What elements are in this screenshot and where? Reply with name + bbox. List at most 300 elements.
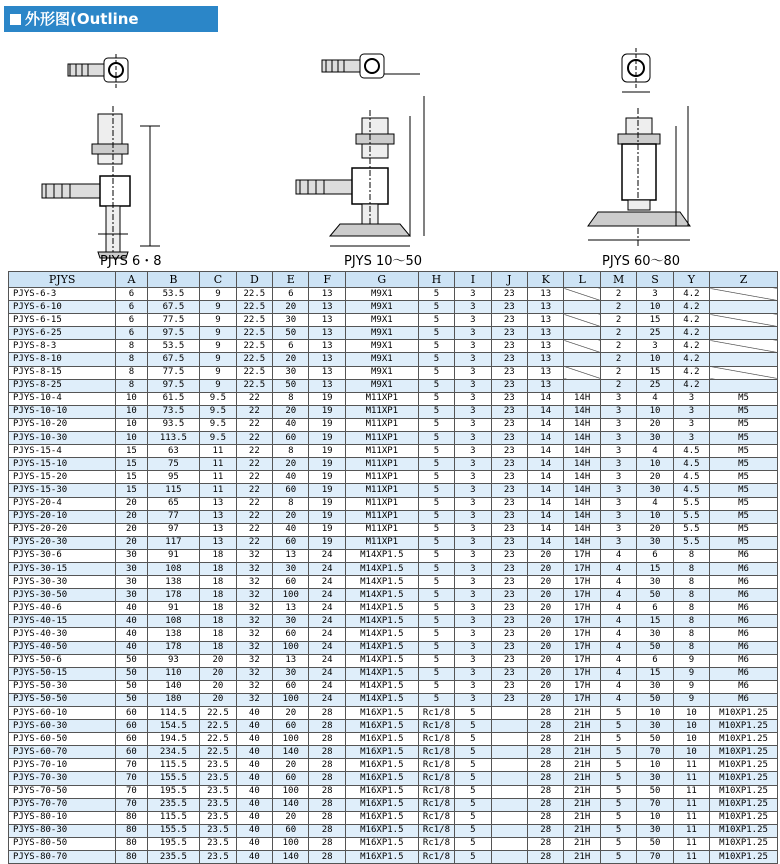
table-cell [491, 746, 527, 759]
table-cell: 70 [637, 851, 673, 864]
table-cell: M10XP1.25 [710, 720, 778, 733]
table-cell: 5 [418, 353, 454, 366]
table-cell: 3 [600, 392, 636, 405]
table-row [9, 759, 778, 772]
table-cell: 22 [236, 392, 272, 405]
column-header: K [528, 272, 564, 288]
table-cell: M16XP1.5 [345, 772, 418, 785]
caption-pjys-10-50: PJYS 10～50 [344, 254, 423, 269]
table-cell: 23 [491, 392, 527, 405]
table-cell: M11XP1 [345, 445, 418, 458]
column-header: B [147, 272, 200, 288]
table-cell: 5 [418, 628, 454, 641]
table-cell: 20 [200, 693, 236, 706]
table-cell: M5 [710, 484, 778, 497]
table-cell: 19 [309, 458, 345, 471]
table-cell: 11 [673, 837, 709, 850]
table-cell: 3 [455, 445, 491, 458]
table-cell: 50 [637, 589, 673, 602]
table-cell: 97.5 [147, 379, 200, 392]
table-cell: M5 [710, 497, 778, 510]
table-cell: 30 [273, 667, 309, 680]
table-cell: 15 [637, 314, 673, 327]
table-cell: 4.2 [673, 301, 709, 314]
table-cell: 5 [455, 824, 491, 837]
table-cell: 24 [309, 589, 345, 602]
table-cell: 24 [309, 693, 345, 706]
table-cell [710, 288, 778, 301]
table-cell: 67.5 [147, 301, 200, 314]
model-cell: PJYS-40-50 [9, 641, 116, 654]
table-cell: 19 [309, 523, 345, 536]
table-cell: 3 [673, 432, 709, 445]
table-cell: 4 [637, 497, 673, 510]
table-cell: 23 [491, 314, 527, 327]
table-cell: 22.5 [200, 707, 236, 720]
table-cell: M10XP1.25 [710, 785, 778, 798]
table-cell [491, 851, 527, 864]
table-cell: 10 [116, 392, 147, 405]
table-cell: 140 [273, 798, 309, 811]
table-cell: 10 [637, 707, 673, 720]
table-cell: 3 [455, 484, 491, 497]
table-cell: 5 [418, 379, 454, 392]
table-cell: 8 [673, 641, 709, 654]
table-cell: 24 [309, 576, 345, 589]
table-cell: 3 [455, 589, 491, 602]
table-cell: 9.5 [200, 405, 236, 418]
table-cell: M14XP1.5 [345, 628, 418, 641]
table-cell: 3 [455, 667, 491, 680]
table-cell: 9.5 [200, 392, 236, 405]
table-cell: 65 [147, 497, 200, 510]
table-cell: 13 [309, 340, 345, 353]
table-cell: 3 [455, 288, 491, 301]
table-cell: 22 [236, 536, 272, 549]
model-cell: PJYS-70-50 [9, 785, 116, 798]
table-cell: 40 [236, 720, 272, 733]
table-cell: 60 [116, 707, 147, 720]
table-cell: 40 [236, 785, 272, 798]
table-cell: 4 [600, 562, 636, 575]
table-cell: 19 [309, 432, 345, 445]
table-cell: 23.5 [200, 798, 236, 811]
table-cell: 5 [600, 759, 636, 772]
table-cell: M16XP1.5 [345, 837, 418, 850]
table-cell: 5 [418, 484, 454, 497]
table-cell: 21H [564, 733, 600, 746]
model-cell: PJYS-6-10 [9, 301, 116, 314]
table-row [9, 693, 778, 706]
table-cell: Rc1/8 [418, 772, 454, 785]
table-cell: M16XP1.5 [345, 785, 418, 798]
table-cell: 17H [564, 680, 600, 693]
table-cell: M5 [710, 432, 778, 445]
table-cell: 19 [309, 497, 345, 510]
table-cell: 77.5 [147, 314, 200, 327]
table-cell: 23 [491, 301, 527, 314]
table-cell: 20 [528, 576, 564, 589]
table-cell: 17H [564, 615, 600, 628]
table-cell: 30 [637, 680, 673, 693]
table-cell: 13 [273, 549, 309, 562]
table-cell: 5 [418, 418, 454, 431]
table-cell: 5 [455, 798, 491, 811]
table-cell: 20 [528, 693, 564, 706]
table-cell: 3 [455, 471, 491, 484]
table-cell: 32 [236, 667, 272, 680]
table-cell: 30 [116, 589, 147, 602]
table-cell: 17H [564, 693, 600, 706]
table-cell: 22 [236, 405, 272, 418]
table-cell: 3 [455, 314, 491, 327]
table-cell: 4.2 [673, 314, 709, 327]
table-cell: 17H [564, 549, 600, 562]
table-row [9, 549, 778, 562]
table-cell: 14H [564, 484, 600, 497]
table-cell: 22.5 [236, 301, 272, 314]
table-cell: 28 [528, 707, 564, 720]
table-cell: 22.5 [200, 746, 236, 759]
table-cell: 93 [147, 654, 200, 667]
table-cell: 140 [273, 746, 309, 759]
table-cell: 22 [236, 418, 272, 431]
model-cell: PJYS-60-70 [9, 746, 116, 759]
model-cell: PJYS-60-10 [9, 707, 116, 720]
model-cell: PJYS-10-20 [9, 418, 116, 431]
table-cell: M10XP1.25 [710, 811, 778, 824]
table-cell: 18 [200, 615, 236, 628]
table-cell: 80 [116, 837, 147, 850]
model-cell: PJYS-50-15 [9, 667, 116, 680]
table-cell: 93.5 [147, 418, 200, 431]
table-cell: 22 [236, 458, 272, 471]
table-cell: 8 [673, 549, 709, 562]
table-cell: M5 [710, 405, 778, 418]
table-cell: 23.5 [200, 785, 236, 798]
table-cell: 23 [491, 562, 527, 575]
table-cell: 97.5 [147, 327, 200, 340]
table-cell: 4 [600, 589, 636, 602]
table-cell: 5 [418, 510, 454, 523]
table-cell: 40 [236, 707, 272, 720]
table-cell: 28 [528, 785, 564, 798]
table-cell: 8 [116, 379, 147, 392]
table-cell: 5 [455, 837, 491, 850]
table-cell: 11 [673, 759, 709, 772]
table-cell: 28 [528, 772, 564, 785]
table-cell: 3 [600, 471, 636, 484]
model-cell: PJYS-8-3 [9, 340, 116, 353]
table-cell: 30 [273, 562, 309, 575]
table-cell: 15 [116, 484, 147, 497]
table-cell: 32 [236, 654, 272, 667]
table-cell: 20 [273, 458, 309, 471]
section-title-text: 外形图(Outline Drawing) [10, 10, 139, 54]
table-cell: 8 [116, 340, 147, 353]
table-cell: M9X1 [345, 301, 418, 314]
table-cell: M5 [710, 471, 778, 484]
table-cell: 8 [673, 589, 709, 602]
table-cell: M9X1 [345, 314, 418, 327]
table-cell: 4 [600, 549, 636, 562]
table-cell: 3 [673, 392, 709, 405]
table-cell: 11 [200, 458, 236, 471]
table-cell: 155.5 [147, 824, 200, 837]
table-cell: 20 [116, 523, 147, 536]
table-cell: 13 [528, 353, 564, 366]
table-cell: 5 [600, 798, 636, 811]
model-cell: PJYS-40-6 [9, 602, 116, 615]
model-cell: PJYS-40-15 [9, 615, 116, 628]
table-cell: 21H [564, 707, 600, 720]
table-cell: 23.5 [200, 824, 236, 837]
table-cell: 28 [309, 746, 345, 759]
table-cell: 5 [418, 340, 454, 353]
table-cell: 4 [600, 680, 636, 693]
table-row [9, 785, 778, 798]
table-cell: Rc1/8 [418, 746, 454, 759]
table-cell: 3 [455, 327, 491, 340]
table-cell: M6 [710, 693, 778, 706]
table-cell: 3 [455, 405, 491, 418]
table-cell: 20 [528, 549, 564, 562]
table-cell: M16XP1.5 [345, 733, 418, 746]
table-cell: 20 [528, 667, 564, 680]
table-cell: 5 [418, 445, 454, 458]
table-cell: 30 [637, 824, 673, 837]
table-cell: 2 [600, 340, 636, 353]
table-cell: 20 [637, 523, 673, 536]
table-cell: 14H [564, 418, 600, 431]
table-cell: 5 [600, 772, 636, 785]
table-cell: 155.5 [147, 772, 200, 785]
table-cell: 28 [309, 759, 345, 772]
table-cell: 22 [236, 484, 272, 497]
table-cell: 3 [455, 641, 491, 654]
table-cell: 4 [600, 693, 636, 706]
table-cell: 23 [491, 327, 527, 340]
table-cell: 14H [564, 471, 600, 484]
table-cell: 3 [637, 288, 673, 301]
table-cell: 6 [637, 602, 673, 615]
model-cell: PJYS-70-70 [9, 798, 116, 811]
table-cell: 20 [528, 589, 564, 602]
table-cell: 3 [455, 510, 491, 523]
model-cell: PJYS-10-10 [9, 405, 116, 418]
table-cell: 8 [116, 366, 147, 379]
table-cell: M6 [710, 602, 778, 615]
table-cell: 50 [637, 693, 673, 706]
table-cell: 13 [309, 366, 345, 379]
table-cell: 6 [637, 654, 673, 667]
table-cell: 5 [418, 680, 454, 693]
table-cell: 80 [116, 811, 147, 824]
table-cell: 60 [273, 484, 309, 497]
column-header: E [273, 272, 309, 288]
table-cell: 61.5 [147, 392, 200, 405]
table-cell: 14 [528, 392, 564, 405]
table-cell: 30 [273, 615, 309, 628]
table-cell: 20 [273, 301, 309, 314]
table-cell: 40 [236, 759, 272, 772]
table-cell: 115.5 [147, 811, 200, 824]
table-cell: 3 [455, 602, 491, 615]
table-cell: 17H [564, 602, 600, 615]
table-cell: 6 [116, 327, 147, 340]
table-cell: 50 [116, 693, 147, 706]
model-cell: PJYS-80-10 [9, 811, 116, 824]
table-row [9, 837, 778, 850]
table-cell: 20 [637, 418, 673, 431]
table-cell: 14H [564, 392, 600, 405]
table-cell: 60 [273, 536, 309, 549]
table-cell: 113.5 [147, 432, 200, 445]
table-cell: 14H [564, 445, 600, 458]
table-cell: 20 [116, 497, 147, 510]
table-cell: 4 [600, 602, 636, 615]
column-header: I [455, 272, 491, 288]
table-cell: 5 [600, 851, 636, 864]
table-cell: 5 [455, 720, 491, 733]
table-cell: M16XP1.5 [345, 759, 418, 772]
table-cell: 4 [600, 641, 636, 654]
table-cell: 6 [116, 301, 147, 314]
table-cell: 4 [637, 392, 673, 405]
table-cell: 24 [309, 615, 345, 628]
table-cell: 10 [116, 418, 147, 431]
table-cell: Rc1/8 [418, 851, 454, 864]
table-cell: 3 [600, 418, 636, 431]
drawing-pjys-10-50 [296, 54, 424, 246]
table-cell: 22.5 [236, 288, 272, 301]
table-cell: 17H [564, 576, 600, 589]
table-cell: M11XP1 [345, 497, 418, 510]
table-cell: M14XP1.5 [345, 576, 418, 589]
table-cell: 4 [600, 628, 636, 641]
table-cell [491, 798, 527, 811]
table-cell: 5 [418, 667, 454, 680]
table-cell: 5 [455, 785, 491, 798]
table-cell: M14XP1.5 [345, 589, 418, 602]
table-cell: 60 [116, 733, 147, 746]
table-cell: 9 [200, 314, 236, 327]
table-cell: 4.2 [673, 366, 709, 379]
caption-pjys-6-8: PJYS 6・8 [100, 254, 162, 269]
table-cell: 23 [491, 536, 527, 549]
table-cell: 32 [236, 602, 272, 615]
table-row [9, 667, 778, 680]
table-cell: 20 [273, 811, 309, 824]
table-cell: 20 [528, 615, 564, 628]
table-row [9, 523, 778, 536]
spec-table [8, 271, 778, 864]
table-cell: 22.5 [236, 379, 272, 392]
table-cell: 60 [116, 720, 147, 733]
table-cell: 178 [147, 589, 200, 602]
table-cell: 9 [673, 667, 709, 680]
table-cell: 195.5 [147, 837, 200, 850]
table-cell: 154.5 [147, 720, 200, 733]
table-cell: M11XP1 [345, 392, 418, 405]
table-cell: 67.5 [147, 353, 200, 366]
table-cell: 28 [528, 720, 564, 733]
table-cell: M11XP1 [345, 405, 418, 418]
table-cell: 25 [637, 327, 673, 340]
table-cell: 10 [116, 405, 147, 418]
table-cell: 30 [273, 314, 309, 327]
table-cell: 8 [673, 576, 709, 589]
table-row [9, 445, 778, 458]
table-cell: 14 [528, 445, 564, 458]
table-cell: 3 [455, 353, 491, 366]
table-cell: 195.5 [147, 785, 200, 798]
table-cell: 115 [147, 484, 200, 497]
table-cell: 3 [600, 523, 636, 536]
table-cell [491, 824, 527, 837]
table-cell: 20 [637, 471, 673, 484]
table-cell: 50 [637, 733, 673, 746]
model-cell: PJYS-15-4 [9, 445, 116, 458]
table-cell: 40 [273, 523, 309, 536]
table-cell: 3 [673, 418, 709, 431]
table-cell: 17H [564, 562, 600, 575]
table-cell: 22 [236, 445, 272, 458]
table-cell: 28 [528, 746, 564, 759]
table-cell: 5 [600, 746, 636, 759]
table-cell: M9X1 [345, 327, 418, 340]
caption-pjys-60-80: PJYS 60～80 [602, 254, 681, 269]
table-cell: 23 [491, 366, 527, 379]
table-cell: 4.2 [673, 353, 709, 366]
table-cell: M11XP1 [345, 484, 418, 497]
table-cell: 13 [309, 327, 345, 340]
model-cell: PJYS-20-4 [9, 497, 116, 510]
table-cell: 22.5 [200, 733, 236, 746]
table-cell: 115.5 [147, 759, 200, 772]
table-cell: 24 [309, 562, 345, 575]
table-cell: M6 [710, 549, 778, 562]
table-cell: 30 [637, 720, 673, 733]
table-cell: 4.5 [673, 471, 709, 484]
table-cell: 13 [528, 314, 564, 327]
table-cell: M14XP1.5 [345, 693, 418, 706]
table-cell: 14 [528, 510, 564, 523]
table-cell: 14 [528, 497, 564, 510]
column-header: J [491, 272, 527, 288]
table-cell: 13 [528, 301, 564, 314]
table-cell: 40 [116, 641, 147, 654]
table-cell: Rc1/8 [418, 707, 454, 720]
table-cell: 3 [455, 379, 491, 392]
table-cell: 15 [637, 562, 673, 575]
table-cell: 20 [528, 562, 564, 575]
table-cell: 3 [455, 576, 491, 589]
table-cell [564, 353, 600, 366]
table-cell: 28 [528, 851, 564, 864]
table-cell: 3 [455, 458, 491, 471]
table-cell: 75 [147, 458, 200, 471]
table-cell: M10XP1.25 [710, 798, 778, 811]
table-row [9, 405, 778, 418]
table-cell: 100 [273, 693, 309, 706]
table-cell: 30 [116, 576, 147, 589]
table-cell: 140 [273, 851, 309, 864]
table-cell: M6 [710, 589, 778, 602]
table-cell: Rc1/8 [418, 720, 454, 733]
table-cell: 20 [273, 510, 309, 523]
table-row [9, 366, 778, 379]
